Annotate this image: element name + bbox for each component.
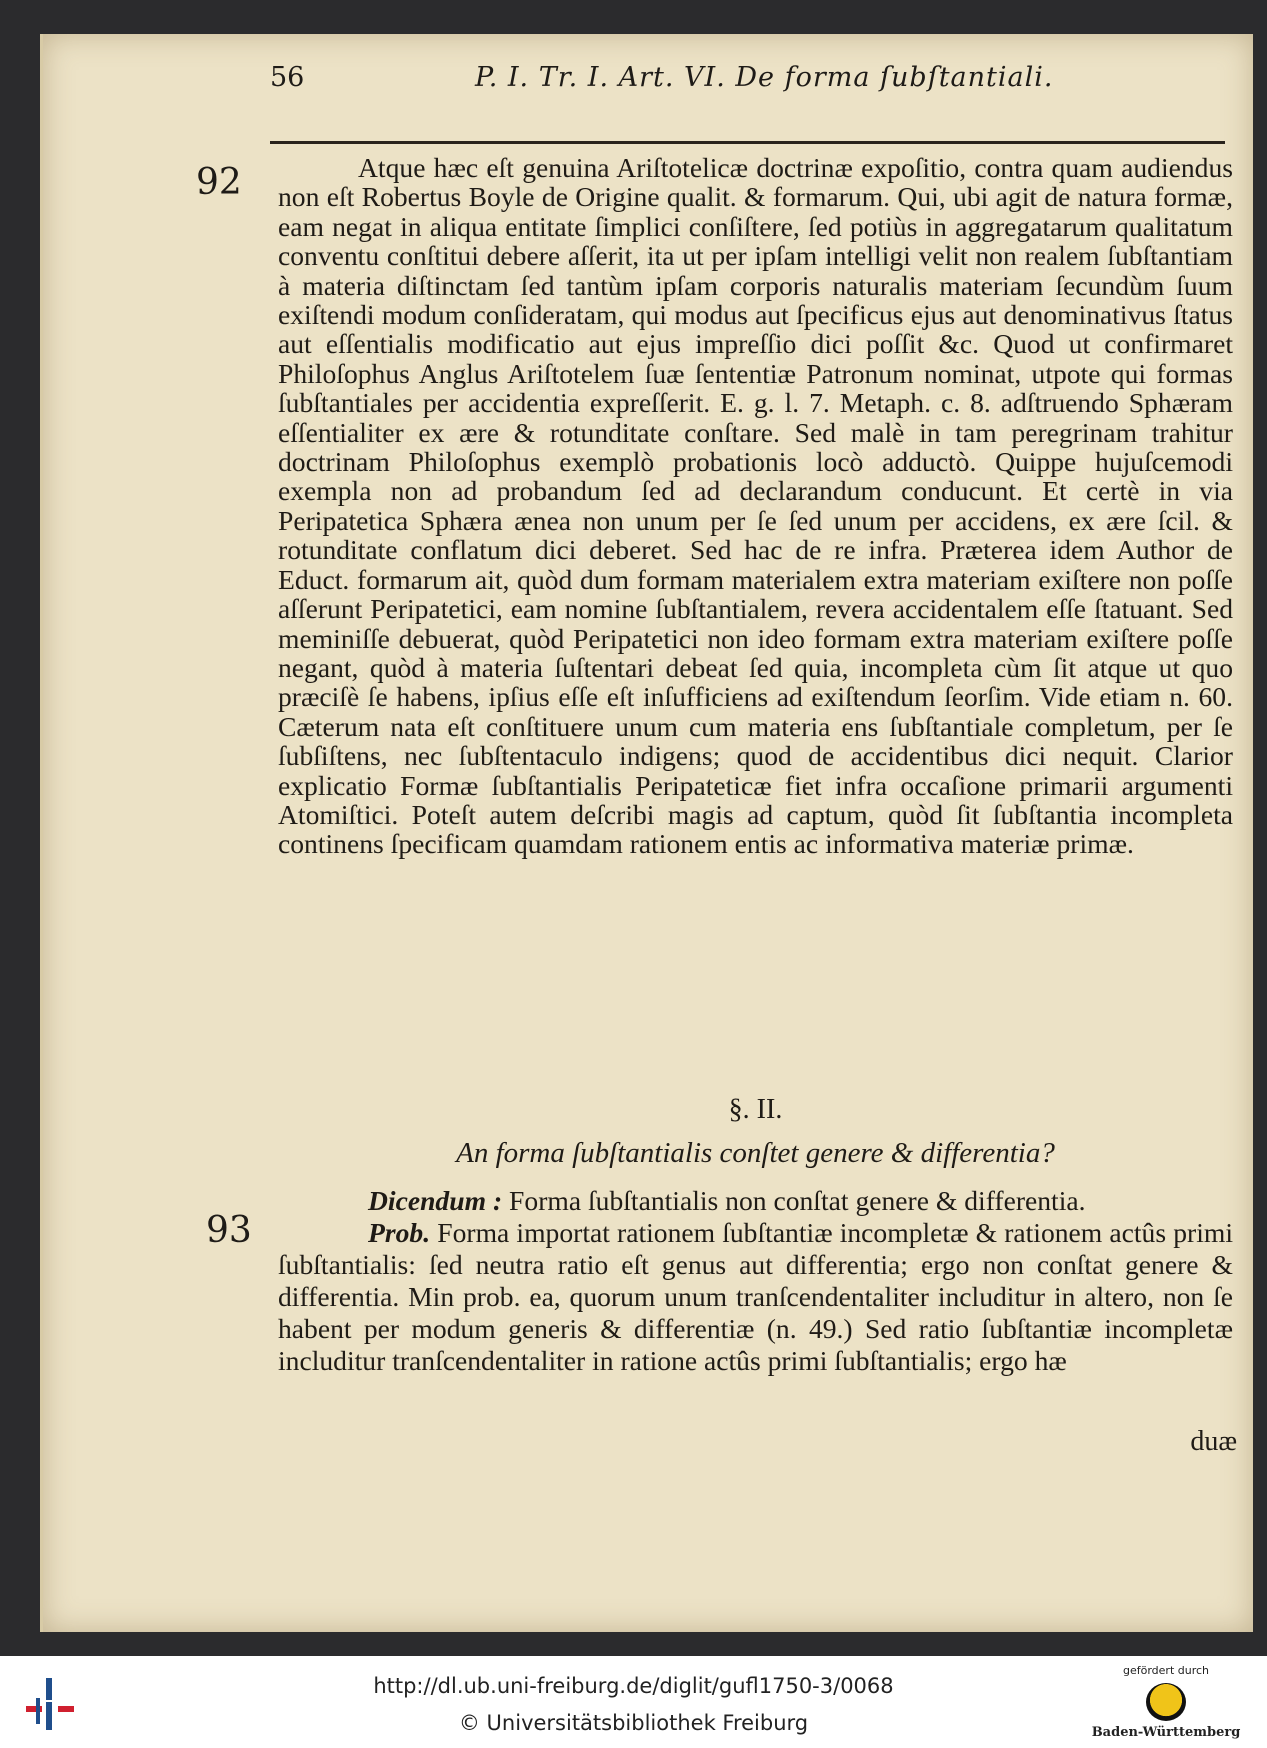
- permalink-url[interactable]: http://dl.ub.uni-freiburg.de/diglit/gufl1750-3/0068: [373, 1674, 894, 1698]
- funded-by-label: gefördert durch: [1122, 1664, 1210, 1677]
- section-text: [278, 1185, 1233, 1377]
- running-header: [230, 62, 1220, 102]
- catchword: duæ: [1190, 1426, 1237, 1457]
- prob-text: Forma importat rationem ſubſtantiæ incompletæ & rationem actûs primi ſubſtantialis: ſed neutra ratio eſt genus aut differentia; ergo non conſtat genere & differentia. Min prob. ea, quorum unum tranſcendentaliter includitur in altero, non ſe habent per modum generis & differentiæ (n. 49.) Sed ratio ſubſtantiæ incompletæ includitur tranſcendentaliter in ratione actûs primi ſubſtantialis; ergo hæ: [278, 1217, 1233, 1376]
- page-number: 56: [270, 62, 305, 93]
- paragraph-93: [278, 1185, 1233, 1217]
- section-question: An forma ſubſtantialis conſtet genere & differentia?: [456, 1137, 1055, 1169]
- baden-wuerttemberg-crest-icon: [1146, 1683, 1186, 1721]
- section-number: §. II.: [728, 1094, 783, 1125]
- main-text: [278, 153, 1233, 859]
- funder-name: Baden-Württemberg: [1091, 1725, 1241, 1740]
- dicendum-label: Dicendum :: [368, 1185, 503, 1216]
- paragraph-prob: [278, 1217, 1233, 1377]
- running-title: P. I. Tr. I. Art. VI. De forma ſubſtantiali.: [475, 62, 1054, 93]
- header-rule: [270, 141, 1225, 144]
- copyright-text: © Universitätsbibliothek Freiburg: [458, 1711, 809, 1735]
- footer-bar: [0, 1656, 1267, 1748]
- paragraph-92: Atque hæc eſt genuina Ariſtotelicæ doctrinæ expoſitio, contra quam audiendus non eſt Robertus Boyle de Origine qualit. & formarum. Qui, ubi agit de natura formæ, eam negat in aliqua entitate ſimplici conſiſtere, ſed potiùs in aggregatarum qualitatum conventu conſtitui debere aſſerit, ita ut per ipſam intelligi velit non realem ſubſtantiam à materia diſtinctam ſed tantùm ipſam corporis naturalis materiam ſecundùm ſuum exiſtendi modum conſideratam, qui modus aut ſpecificus ejus aut denominativus ſtatus aut eſſentialis modificatio aut ejus impreſſio dici poſſit &c. Quod ut confirmaret Philoſophus Anglus Ariſtotelem ſuæ ſententiæ Patronum nominat, utpote qui formas ſubſtantiales per accidentia expreſſerit. E. g. l. 7. Metaph. c. 8. adſtruendo Sphæram eſſentialiter ex ære & rotunditate conſtare. Sed malè in tam peregrinam trahitur doctrinam Philoſophus exemplò probationis locò adductò. Quippe hujuſcemodi exempla non ad probandum ſed ad declarandum conducunt. Et certè in via Peripatetica Sphæra ænea non unum per ſe ſed unum per accidens, ex ære ſcil. & rotunditate conflatum dici deberet. Sed hac de re infra. Præterea idem Author de Educt. formarum ait, quòd dum formam materialem extra materiam exiſtere non poſſe aſſerunt Peripatetici, eam nomine ſubſtantialem, revera accidentalem eſſe ſtatuant. Sed meminiſſe debuerat, quòd Peripatetici non ideo formam extra materiam exiſtere poſſe negant, quòd à materia ſuſtentari debeat ſed quia, incompleta cùm ſit atque ut quo præciſè ſe habens, ipſius eſſe eſt inſufficiens ad exiſtendum ſeorſim. Vide etiam n. 60. Cæterum nata eſt conſtituere unum cum materia ens ſubſtantiale completum, per ſe ſubſiſtens, nec ſubſtentaculo indigens; quod de accidentibus dici nequit. Clarior explicatio Formæ ſubſtantialis Peripateticæ fiet infra occaſione primarii argumenti Atomiſtici. Poteſt autem deſcribi magis ad captum, quòd ſit ſubſtantia incompleta continens ſpecificam quamdam rationem entis ac informativa materiæ primæ.: [278, 152, 1233, 860]
- dicendum-text: Forma ſubſtantialis non conſtat genere & differentia.: [509, 1185, 1086, 1216]
- prob-label: Prob.: [368, 1217, 431, 1248]
- margin-number-92: 92: [196, 162, 242, 203]
- funder-block: [1091, 1664, 1241, 1740]
- margin-number-93: 93: [206, 1210, 252, 1251]
